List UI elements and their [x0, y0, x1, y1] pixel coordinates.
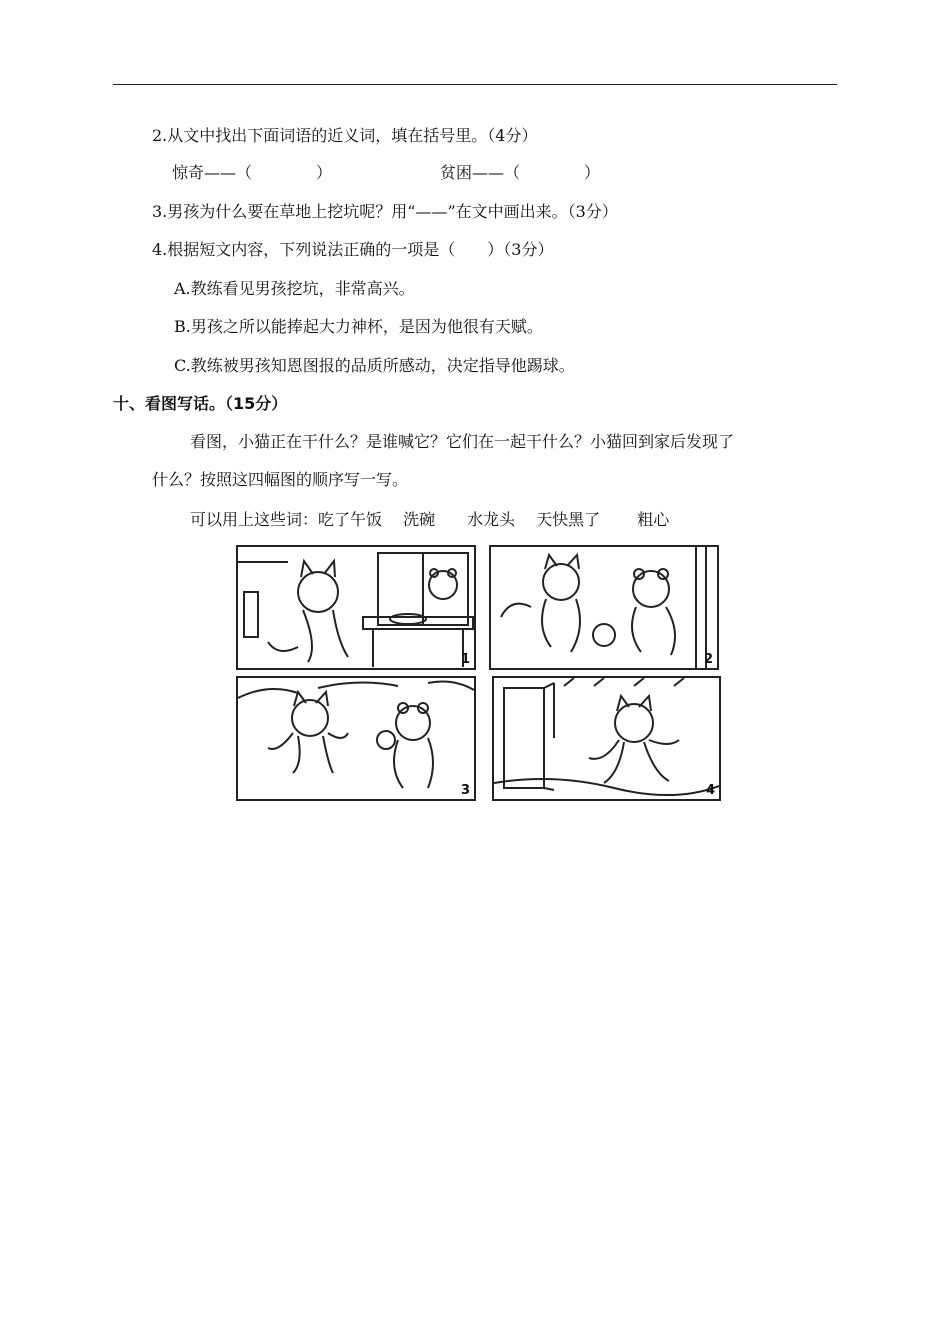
option-b: B.男孩之所以能捧起大力神杯，是因为他很有天赋。	[174, 317, 543, 336]
cat-bear-playing-illustration	[238, 678, 474, 799]
picture-panel-3	[236, 676, 476, 801]
cat-running-home-illustration	[494, 678, 719, 799]
question-3: 3.男孩为什么要在草地上挖坑呢？用“——”在文中画出来。（3分）	[152, 202, 618, 221]
picture-panel-2	[489, 545, 719, 670]
picture-panel-1	[236, 545, 476, 670]
question-2: 2.从文中找出下面词语的近义词，填在括号里。（4分）	[152, 126, 538, 145]
cat-bear-ball-illustration	[491, 547, 717, 668]
header-rule	[113, 84, 837, 85]
option-c: C.教练被男孩知恩图报的品质所感动，决定指导他踢球。	[174, 356, 575, 375]
synonym-blank-1: 惊奇——（ ）	[172, 163, 333, 182]
prompt-line-1: 看图，小猫正在干什么？是谁喊它？它们在一起干什么？小猫回到家后发现了	[190, 432, 735, 451]
panel-number-3: 3	[460, 783, 470, 798]
panel-number-4: 4	[705, 783, 715, 798]
cat-eating-illustration	[238, 547, 474, 668]
prompt-line-2: 什么？按照这四幅图的顺序写一写。	[152, 470, 409, 489]
question-4: 4.根据短文内容，下列说法正确的一项是（ ）（3分）	[152, 240, 554, 259]
suggested-words: 可以用上这些词：吃了午饭 洗碗 水龙头 天快黑了 粗心	[190, 510, 670, 529]
panel-number-2: 2	[703, 652, 713, 667]
section-10-heading: 十、看图写话。（15分）	[113, 394, 288, 413]
synonym-blank-2: 贫困——（ ）	[440, 163, 601, 182]
picture-panel-4	[492, 676, 721, 801]
panel-number-1: 1	[460, 652, 470, 667]
option-a: A.教练看见男孩挖坑，非常高兴。	[174, 279, 415, 298]
